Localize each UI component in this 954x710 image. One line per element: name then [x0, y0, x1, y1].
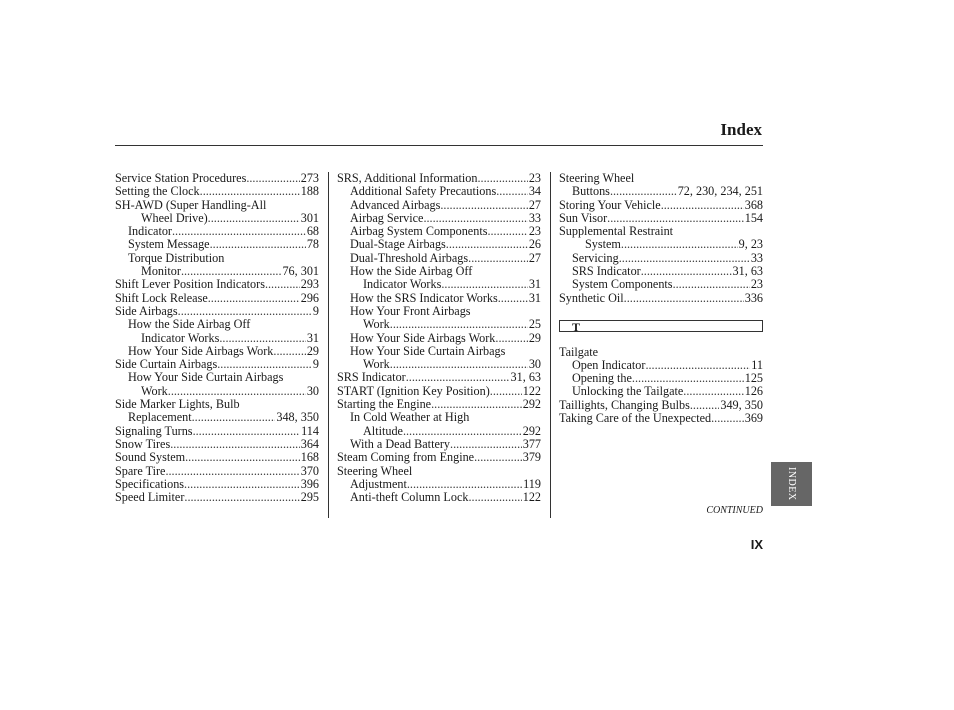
index-entry[interactable] [337, 385, 541, 398]
entry-page: 122 [522, 491, 541, 505]
entry-page: 30 [306, 384, 319, 398]
index-entry[interactable] [337, 345, 541, 358]
entry-term: Service Station Procedures [115, 172, 247, 185]
entry-page: 27 [528, 198, 541, 212]
index-entry[interactable] [559, 238, 763, 251]
entry-page: 23 [528, 225, 541, 239]
dot-leader [487, 225, 527, 238]
index-entry[interactable] [337, 172, 541, 185]
index-entry[interactable] [559, 252, 763, 265]
dot-leader [645, 359, 750, 372]
entry-page: 31 [528, 291, 541, 305]
entry-term: How Your Side Curtain Airbags [350, 343, 506, 358]
entry-term: Signaling Turns [115, 424, 193, 438]
spacer [559, 305, 763, 318]
entry-page: 154 [744, 211, 763, 225]
entry-term: Side Airbags [115, 304, 178, 318]
dot-leader [496, 185, 528, 198]
dot-leader [208, 292, 300, 305]
dot-leader [450, 438, 522, 451]
entry-page: 9 [312, 358, 319, 372]
dot-leader [478, 172, 528, 185]
index-entry[interactable] [559, 372, 763, 385]
index-entry[interactable] [115, 385, 319, 398]
index-entry[interactable] [559, 278, 763, 291]
entry-term: Servicing [572, 251, 619, 265]
page-number: IX [750, 537, 763, 552]
dot-leader [610, 185, 677, 198]
entry-page: 273 [300, 172, 319, 185]
index-entry[interactable] [337, 425, 541, 438]
dot-leader [621, 238, 738, 251]
entry-term: How the Side Airbag Off [128, 317, 251, 332]
index-entry[interactable] [559, 359, 763, 372]
entry-term: Torque Distribution [128, 250, 225, 265]
entry-page: 368 [744, 198, 763, 212]
entry-term: Adjustment [350, 477, 407, 491]
entry-page: 31 [528, 278, 541, 292]
entry-page: 33 [750, 251, 763, 265]
entry-term: Work [141, 384, 168, 398]
index-entry[interactable] [337, 451, 541, 464]
dot-leader [200, 185, 300, 198]
dot-leader [641, 265, 732, 278]
entry-term: Sun Visor [559, 211, 608, 225]
entry-term: How Your Side Curtain Airbags [128, 370, 284, 385]
dot-leader [273, 345, 305, 358]
dot-leader [673, 278, 750, 291]
index-entry[interactable] [337, 305, 541, 318]
index-entry[interactable] [115, 345, 319, 358]
index-entry[interactable] [559, 385, 763, 398]
entry-term: Starting the Engine [337, 398, 432, 412]
entry-page: 114 [301, 424, 319, 438]
entry-term: Speed Limiter [115, 491, 185, 505]
entry-term: Replacement [128, 411, 192, 425]
entry-page: 396 [300, 477, 319, 491]
section-letter: T [559, 320, 763, 332]
entry-page: 293 [300, 278, 319, 292]
index-entry[interactable] [115, 491, 319, 504]
dot-leader [468, 491, 521, 504]
index-entry[interactable] [115, 465, 319, 478]
entry-page: 9, 23 [738, 238, 763, 252]
dot-leader [474, 451, 522, 464]
dot-leader [185, 451, 300, 464]
dot-leader [168, 385, 306, 398]
entry-term: Setting the Clock [115, 185, 200, 199]
entry-term: Sound System [115, 451, 186, 465]
entry-term: With a Dead Battery [350, 437, 451, 451]
entry-page: 23 [528, 172, 541, 185]
index-column-3 [559, 172, 763, 425]
entry-page: 26 [528, 238, 541, 252]
index-tab-label: INDEX [786, 467, 797, 501]
dot-leader [403, 425, 522, 438]
entry-term: Indicator Works [141, 331, 220, 345]
index-entry[interactable] [337, 225, 541, 238]
entry-page: 23 [750, 278, 763, 292]
index-entry[interactable] [337, 199, 541, 212]
dot-leader [624, 292, 744, 305]
spacer [559, 332, 763, 345]
index-entry[interactable] [337, 438, 541, 451]
index-entry[interactable] [559, 412, 763, 425]
entry-page: 11 [751, 358, 763, 372]
dot-leader [690, 399, 720, 412]
index-entry[interactable] [115, 185, 319, 198]
index-entry[interactable] [115, 438, 319, 451]
dot-leader [178, 305, 312, 318]
dot-leader [440, 199, 527, 212]
index-entry[interactable] [115, 411, 319, 424]
entry-page: 336 [744, 291, 763, 305]
entry-page: 369 [744, 412, 763, 426]
dot-leader [661, 199, 744, 212]
entry-page: 188 [300, 185, 319, 199]
entry-page: 29 [306, 344, 319, 358]
index-entry[interactable] [337, 252, 541, 265]
entry-page: 379 [522, 451, 541, 465]
index-entry[interactable] [115, 478, 319, 491]
entry-term: System Components [572, 278, 673, 292]
dot-leader [632, 372, 744, 385]
entry-term: Advanced Airbags [350, 198, 441, 212]
entry-page: 348, 350 [276, 411, 319, 425]
entry-page: 30 [528, 358, 541, 372]
entry-page: 370 [300, 464, 319, 478]
index-entry[interactable] [337, 398, 541, 411]
dot-leader [265, 278, 300, 291]
dot-leader [210, 238, 306, 251]
index-entry[interactable] [559, 292, 763, 305]
index-entry[interactable] [115, 371, 319, 384]
dot-leader [498, 292, 528, 305]
index-entry[interactable] [115, 238, 319, 251]
index-entry[interactable] [115, 225, 319, 238]
entry-term: Open Indicator [572, 358, 646, 372]
entry-term: How Your Side Airbags Work [128, 344, 274, 358]
entry-term: Buttons [572, 185, 610, 199]
index-entry[interactable] [337, 491, 541, 504]
dot-leader [607, 212, 744, 225]
index-entry[interactable] [115, 265, 319, 278]
index-entry[interactable] [337, 185, 541, 198]
entry-term: In Cold Weather at High [350, 410, 470, 425]
entry-page: 377 [522, 437, 541, 451]
dot-leader [490, 385, 522, 398]
entry-term: System [585, 238, 621, 252]
entry-page: 68 [306, 225, 319, 239]
index-entry[interactable] [115, 318, 319, 331]
index-entry[interactable] [115, 199, 319, 212]
entry-term: Wheel Drive) [141, 211, 208, 225]
dot-leader [184, 491, 299, 504]
entry-page: 122 [522, 384, 541, 398]
dot-leader [406, 371, 510, 384]
entry-term: Steam Coming from Engine [337, 451, 475, 465]
entry-page: 25 [528, 318, 541, 332]
entry-term: SRS Indicator [572, 265, 641, 279]
dot-leader [246, 172, 299, 185]
entry-page: 33 [528, 211, 541, 225]
entry-term: Opening the [572, 372, 632, 386]
entry-term: How Your Front Airbags [350, 303, 471, 318]
entry-term: Airbag System Components [350, 225, 488, 239]
entry-term: SRS Indicator [337, 371, 406, 385]
entry-page: 31 [306, 331, 319, 345]
dot-leader [217, 358, 312, 371]
entry-term: Shift Lever Position Indicators [115, 278, 265, 292]
index-entry[interactable] [337, 358, 541, 371]
entry-term: Dual-Threshold Airbags [350, 251, 469, 265]
index-entry[interactable] [337, 478, 541, 491]
dot-leader [441, 278, 527, 291]
index-entry[interactable] [337, 332, 541, 345]
entry-term: Anti-theft Column Lock [350, 491, 469, 505]
dot-leader [683, 385, 743, 398]
entry-page: 168 [300, 451, 319, 465]
entry-term: Specifications [115, 477, 185, 491]
index-column-1 [115, 172, 319, 504]
index-entry[interactable] [559, 346, 763, 359]
entry-page: 34 [528, 185, 541, 199]
entry-term: Storing Your Vehicle [559, 198, 661, 212]
dot-leader [184, 478, 300, 491]
entry-term: How the SRS Indicator Works [350, 291, 498, 305]
index-entry[interactable] [337, 212, 541, 225]
entry-term: Indicator Works [363, 278, 442, 292]
index-entry[interactable] [337, 278, 541, 291]
dot-leader [208, 212, 300, 225]
dot-leader [711, 412, 744, 425]
entry-page: 9 [312, 304, 319, 318]
index-entry[interactable] [337, 292, 541, 305]
entry-page: 292 [522, 398, 541, 412]
index-entry[interactable] [115, 212, 319, 225]
entry-term: Supplemental Restraint [559, 224, 674, 239]
dot-leader [407, 478, 522, 491]
index-entry[interactable] [337, 265, 541, 278]
entry-term: How Your Side Airbags Work [350, 331, 496, 345]
entry-page: 29 [528, 331, 541, 345]
entry-term: Airbag Service [350, 211, 424, 225]
dot-leader [219, 332, 305, 345]
entry-page: 31, 63 [732, 265, 763, 279]
dot-leader [192, 411, 276, 424]
entry-term: Side Curtain Airbags [115, 358, 218, 372]
column-divider [550, 172, 551, 518]
index-entry[interactable] [559, 225, 763, 238]
entry-term: SH-AWD (Super Handling-All [115, 197, 267, 212]
entry-term: Taking Care of the Unexpected [559, 412, 712, 426]
index-column-2 [337, 172, 541, 504]
index-entry[interactable] [337, 465, 541, 478]
entry-term: Side Marker Lights, Bulb [115, 397, 240, 412]
index-entry[interactable] [115, 425, 319, 438]
entry-page: 27 [528, 251, 541, 265]
entry-page: 119 [523, 477, 541, 491]
index-entry[interactable] [559, 399, 763, 412]
index-entry[interactable] [115, 451, 319, 464]
dot-leader [170, 438, 300, 451]
header-rule [115, 145, 763, 146]
entry-term: Work [363, 318, 390, 332]
entry-page: 301 [300, 211, 319, 225]
index-entry[interactable] [559, 265, 763, 278]
dot-leader [423, 212, 527, 225]
dot-leader [468, 252, 528, 265]
entry-term: Snow Tires [115, 437, 171, 451]
dot-leader [431, 398, 522, 411]
index-entry[interactable] [337, 238, 541, 251]
entry-page: 125 [744, 372, 763, 386]
index-entry[interactable] [115, 278, 319, 291]
entry-term: Monitor [141, 265, 181, 279]
dot-leader [390, 318, 528, 331]
index-entry[interactable] [559, 185, 763, 198]
entry-page: 31, 63 [510, 371, 541, 385]
dot-leader [172, 225, 306, 238]
entry-term: How the Side Airbag Off [350, 264, 473, 279]
entry-term: Indicator [128, 225, 172, 239]
index-side-tab[interactable] [771, 462, 812, 506]
index-entry[interactable] [115, 292, 319, 305]
dot-leader [193, 425, 301, 438]
entry-term: SRS, Additional Information [337, 172, 478, 185]
dot-leader [165, 465, 299, 478]
entry-term: Taillights, Changing Bulbs [559, 398, 690, 412]
dot-leader [619, 252, 750, 265]
index-entry[interactable] [337, 371, 541, 384]
entry-page: 72, 230, 234, 251 [677, 185, 763, 199]
index-entry[interactable] [115, 358, 319, 371]
entry-page: 126 [744, 385, 763, 399]
index-entry[interactable] [115, 172, 319, 185]
entry-page: 76, 301 [282, 265, 319, 279]
entry-page: 296 [300, 291, 319, 305]
index-entry[interactable] [115, 252, 319, 265]
index-entry[interactable] [337, 411, 541, 424]
entry-term: Dual-Stage Airbags [350, 238, 446, 252]
dot-leader [495, 332, 527, 345]
entry-term: Work [363, 358, 390, 372]
entry-term: Altitude [363, 424, 403, 438]
index-entry[interactable] [115, 305, 319, 318]
index-entry[interactable] [559, 212, 763, 225]
index-entry[interactable] [115, 332, 319, 345]
index-entry[interactable] [559, 172, 763, 185]
index-entry[interactable] [337, 318, 541, 331]
entry-term: Synthetic Oil [559, 291, 624, 305]
entry-term: Steering Wheel [337, 463, 413, 478]
dot-leader [181, 265, 281, 278]
column-divider [328, 172, 329, 518]
entry-page: 295 [300, 491, 319, 505]
entry-term: Spare Tire [115, 464, 166, 478]
entry-term: Shift Lock Release [115, 291, 208, 305]
entry-term: Unlocking the Tailgate [572, 385, 684, 399]
entry-term: System Message [128, 238, 210, 252]
index-entry[interactable] [115, 398, 319, 411]
entry-page: 364 [300, 437, 319, 451]
dot-leader [446, 238, 528, 251]
page-title: Index [720, 120, 762, 139]
entry-term: Additional Safety Precautions [350, 185, 497, 199]
entry-term: START (Ignition Key Position) [337, 384, 490, 398]
entry-term: Steering Wheel [559, 171, 635, 185]
continued-note: CONTINUED [706, 505, 763, 516]
dot-leader [390, 358, 528, 371]
entry-page: 292 [522, 424, 541, 438]
entry-term: Tailgate [559, 344, 599, 359]
index-entry[interactable] [559, 199, 763, 212]
entry-page: 78 [306, 238, 319, 252]
entry-page: 349, 350 [720, 398, 763, 412]
